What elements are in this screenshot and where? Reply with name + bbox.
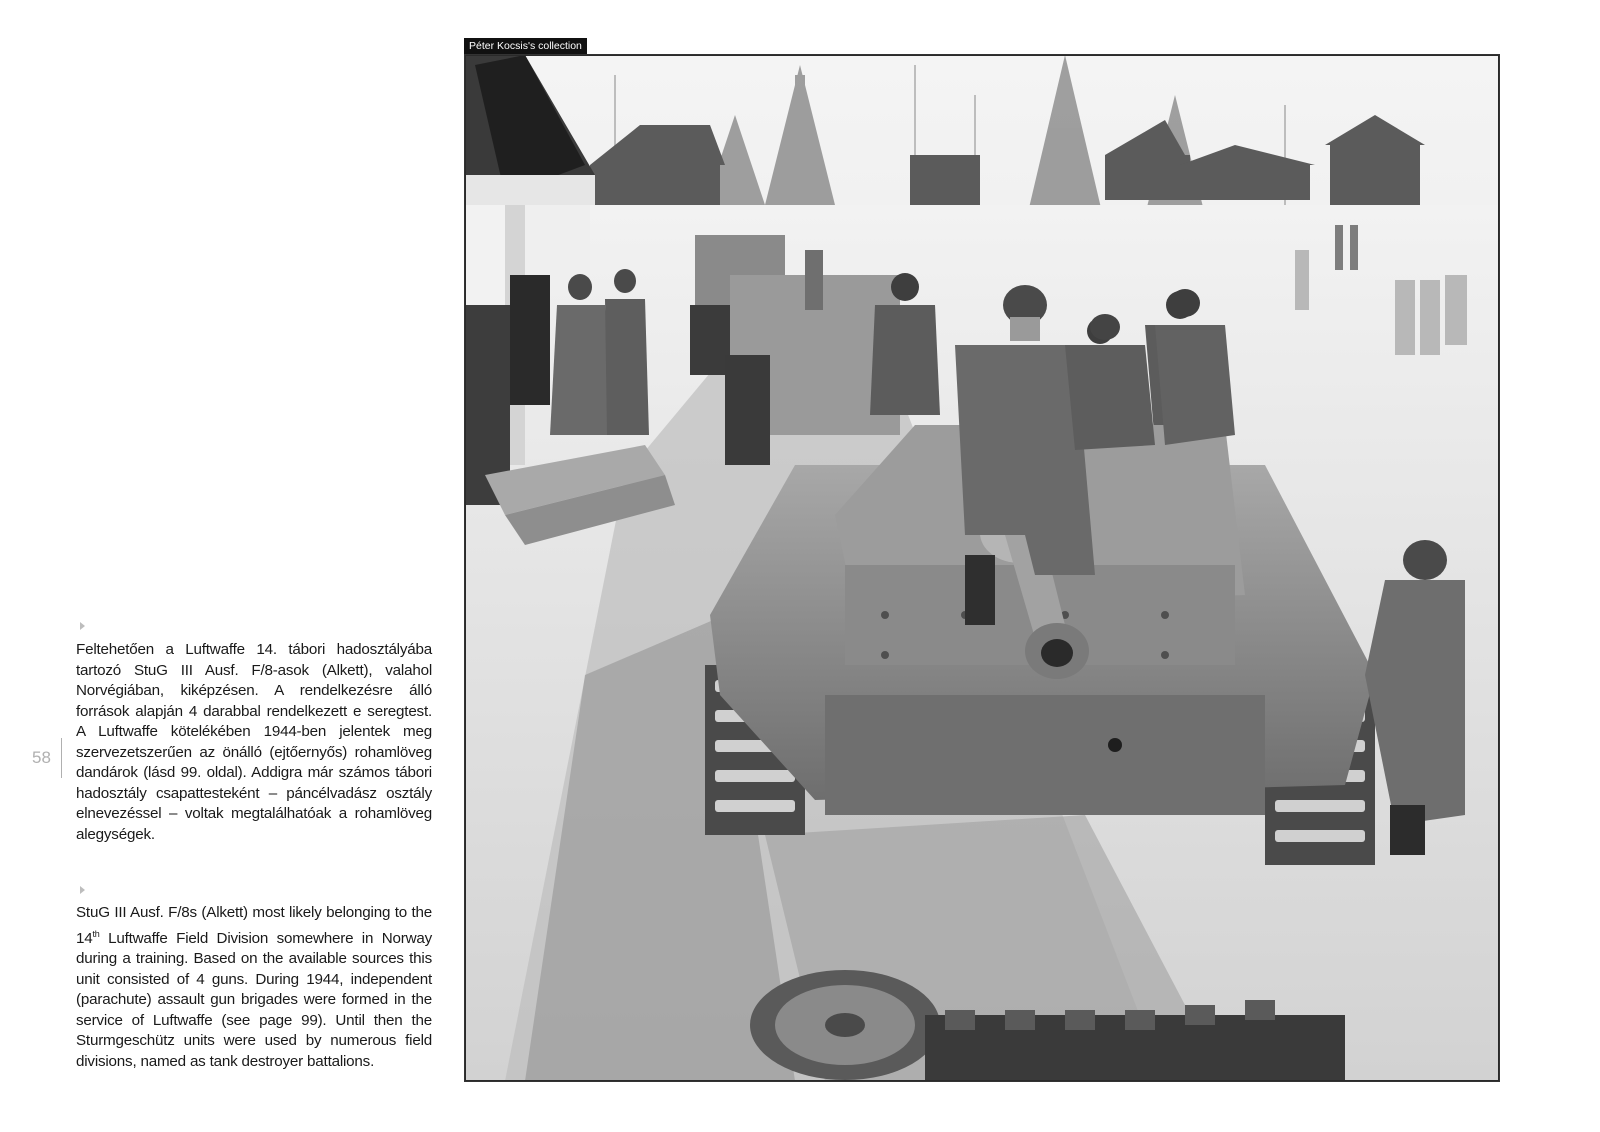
caption-english-text-continued: Luftwaffe Field Division somewhere in Norway during a training. Based on the available sources this unit consisted of 4 guns. During 1944, independent (parachute) assault gun brigades were formed in the service of Luftwaffe (see page 99). Until then the Sturmgeschütz units were used by numerous field divisions, named as tank destroyer battalions. [76,929,432,1070]
caption-english-text: StuG III Ausf. F/8s (Alkett) most likely belonging to the 14 [76,904,432,947]
page-number: 58 [32,748,51,767]
caption-marker-icon [80,622,85,630]
photo-illustration [465,55,1499,1081]
caption-marker-icon [80,886,85,894]
caption-hungarian: Feltehetően a Luftwaffe 14. tábori hadosztályába tartozó StuG III Ausf. F/8-asok (Alkett), valahol Norvégiában, kiképzésen. A rendelkezésre álló források alapján 4 darabbal rendelkezett e seregtest. A Luftwaffe kötelékében 1944-ben jelentek meg szervezetszerűen az önálló (ejtőernyős) rohamlöveg dandárok (lásd 99. oldal). Addigra már számos tábori hadosztály csapattesteként – páncélvadász osztály elnevezéssel – voltak megtalálhatóak a rohamlöveg alegységek. [76,641,432,843]
caption-english-superscript: th [92,928,100,939]
caption-english [76,903,432,1072]
historical-photo [464,54,1500,1082]
page-number-divider [61,738,62,778]
photo-credit: Péter Kocsis's collection [464,38,587,54]
